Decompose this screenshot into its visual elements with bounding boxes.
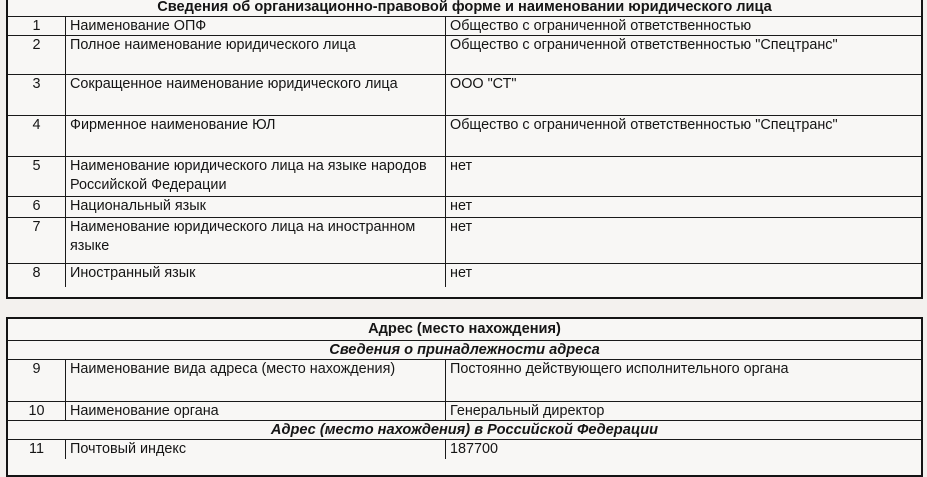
table-row [8, 75, 921, 116]
row-number: 1 [8, 17, 66, 35]
field-name: Наименование вида адреса (место нахождения) [66, 360, 446, 401]
field-name: Почтовый индекс [66, 440, 446, 459]
section-subtitle: Сведения о принадлежности адреса [329, 342, 600, 358]
table-row [8, 218, 921, 264]
table-row [8, 197, 921, 218]
table-subtitle-row [8, 341, 921, 360]
field-name: Наименование ОПФ [66, 17, 446, 35]
table-subtitle-row [8, 421, 921, 440]
row-number: 2 [8, 36, 66, 74]
table-row [8, 157, 921, 197]
table-row [8, 264, 921, 287]
field-value: Общество с ограниченной ответственностью "Спецтранс" [450, 117, 838, 133]
field-name: Национальный язык [66, 197, 446, 217]
table-row [8, 116, 921, 157]
field-value: нет [450, 265, 473, 281]
table-title-row [8, 0, 921, 17]
row-number: 7 [8, 218, 66, 263]
field-value: нет [450, 158, 473, 174]
table-row [8, 17, 921, 36]
field-value: нет [450, 219, 473, 235]
row-number: 8 [8, 264, 66, 287]
row-number: 11 [8, 440, 66, 459]
field-name: Наименование юридического лица на иностранном языке [66, 218, 446, 263]
field-name: Наименование юридического лица на языке народов Российской Федерации [66, 157, 446, 196]
field-value: 187700 [450, 441, 499, 457]
field-name: Иностранный язык [66, 264, 446, 287]
row-number: 6 [8, 197, 66, 217]
field-value: нет [450, 198, 473, 214]
legal-entity-name-table [6, 0, 923, 299]
address-table [6, 317, 923, 477]
row-number: 3 [8, 75, 66, 115]
field-value: Постоянно действующего исполнительного органа [450, 361, 789, 377]
field-name: Полное наименование юридического лица [66, 36, 446, 74]
row-number: 5 [8, 157, 66, 196]
field-name: Наименование органа [66, 402, 446, 420]
table-row [8, 36, 921, 75]
field-name: Фирменное наименование ЮЛ [66, 116, 446, 156]
field-value: Общество с ограниченной ответственностью "Спецтранс" [450, 37, 838, 53]
row-number: 4 [8, 116, 66, 156]
field-value: ООО "СТ" [450, 76, 517, 92]
section-title: Адрес (место нахождения) [368, 321, 561, 337]
field-value: Генеральный директор [450, 403, 605, 419]
field-name: Сокращенное наименование юридического лица [66, 75, 446, 115]
table-title-row [8, 319, 921, 341]
section-subtitle: Адрес (место нахождения) в Российской Федерации [270, 422, 659, 438]
table-row [8, 402, 921, 421]
field-value: Общество с ограниченной ответственностью [450, 18, 752, 34]
table-row [8, 440, 921, 459]
row-number: 9 [8, 360, 66, 401]
table-row [8, 360, 921, 402]
section-title: Сведения об организационно-правовой форме и наименовании юридического лица [157, 0, 772, 15]
row-number: 10 [8, 402, 66, 420]
